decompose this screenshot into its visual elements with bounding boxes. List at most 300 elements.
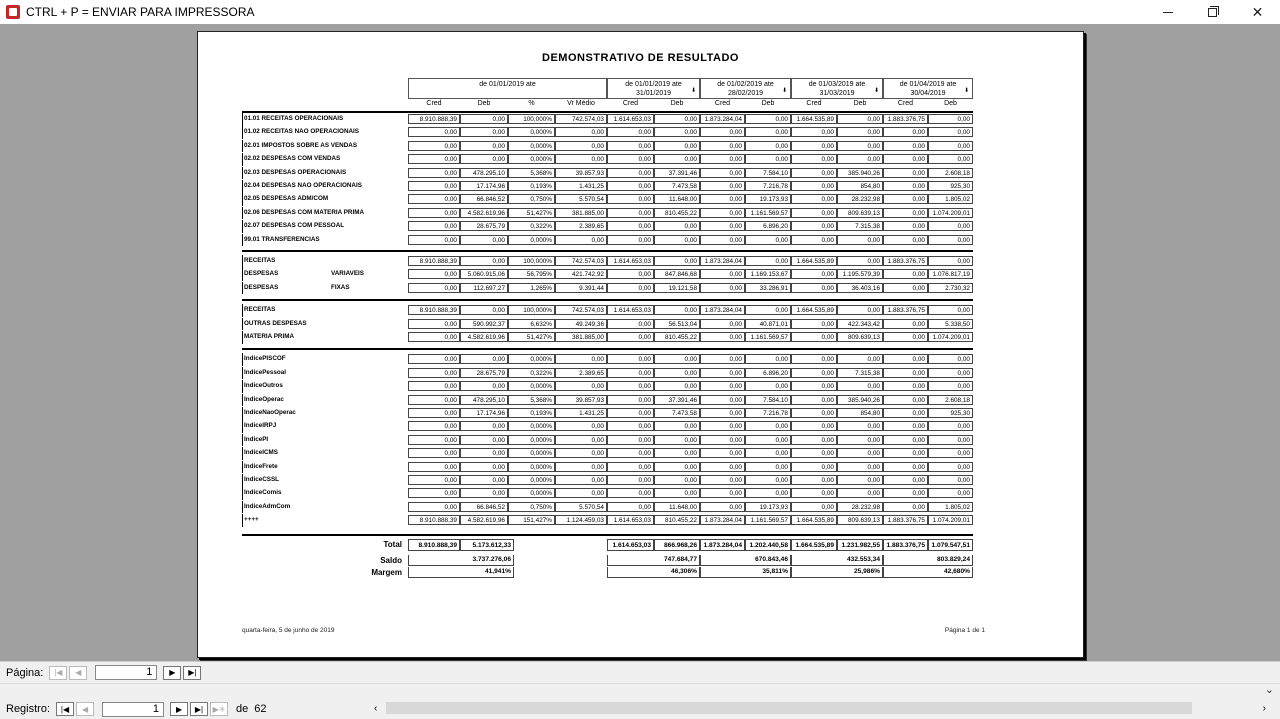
table-cell: 0,00: [928, 127, 973, 137]
table-cell: 0,00: [700, 381, 745, 391]
table-cell: 0,00: [791, 235, 837, 245]
row-label: DESPESAS VARIAVEIS: [242, 268, 407, 281]
table-cell: 0,00: [408, 421, 460, 431]
table-cell: 0,00: [700, 435, 745, 445]
table-cell: 0,00: [408, 235, 460, 245]
table-row: [242, 367, 973, 380]
prev-page-button[interactable]: ◀: [69, 666, 87, 680]
row-label: 02.04 DESPESAS NAO OPERACIONAIS: [242, 180, 407, 193]
table-cell: 0,00: [928, 221, 973, 231]
table-cell: 0,00: [555, 381, 607, 391]
section-divider: [242, 250, 973, 252]
table-cell: 0,00: [791, 354, 837, 364]
table-cell: 28.675,79: [460, 368, 508, 378]
last-record-button[interactable]: ▶|: [190, 702, 208, 716]
sort-arrow-icon[interactable]: ⬇: [873, 88, 879, 94]
table-cell: 0,00: [607, 141, 654, 151]
table-cell: 0,00: [555, 154, 607, 164]
table-cell: 112.697,27: [460, 283, 508, 293]
table-cell: 37.391,46: [654, 395, 700, 405]
table-cell: 0,00: [700, 488, 745, 498]
saldo-cell: 432.553,34: [791, 555, 883, 566]
table-cell: 0,00: [883, 475, 928, 485]
table-cell: 0,00: [837, 488, 883, 498]
table-cell: 0,750%: [508, 502, 555, 512]
table-cell: 0,00: [928, 421, 973, 431]
table-cell: 0,00: [555, 127, 607, 137]
table-row: [242, 234, 973, 247]
table-cell: 0,00: [837, 475, 883, 485]
table-cell: 0,00: [837, 421, 883, 431]
page-number-input[interactable]: 1: [95, 665, 157, 680]
table-row: [242, 420, 973, 433]
table-cell: 0,00: [883, 462, 928, 472]
table-cell: 6,632%: [508, 319, 555, 329]
table-cell: 0,00: [791, 475, 837, 485]
table-cell: 5.338,50: [928, 319, 973, 329]
table-cell: 1.873.284,04: [700, 114, 745, 124]
report-viewer[interactable]: [0, 24, 1280, 661]
table-cell: 19.173,93: [745, 502, 791, 512]
table-cell: 0,00: [408, 475, 460, 485]
table-cell: 0,00: [555, 475, 607, 485]
table-cell: 0,00: [928, 154, 973, 164]
table-cell: 1.431,25: [555, 181, 607, 191]
row-label: 02.02 DESPESAS COM VENDAS: [242, 153, 407, 166]
table-cell: 0,00: [607, 235, 654, 245]
table-cell: 0,193%: [508, 181, 555, 191]
table-cell: 11.648,00: [654, 194, 700, 204]
table-cell: 0,00: [654, 354, 700, 364]
table-cell: 2.389,65: [555, 368, 607, 378]
table-cell: 0,00: [555, 354, 607, 364]
table-row: [242, 153, 973, 166]
table-cell: 0,00: [654, 475, 700, 485]
scroll-left-icon[interactable]: ‹: [374, 703, 378, 714]
table-cell: 1.664.535,89: [791, 305, 837, 315]
table-cell: 1.873.284,04: [700, 256, 745, 266]
table-cell: 385.940,26: [837, 168, 883, 178]
table-row: [242, 255, 973, 268]
column-header: Vr Médio: [567, 100, 595, 107]
table-cell: 0,00: [928, 381, 973, 391]
row-label: RECEITAS: [242, 304, 407, 317]
table-cell: 0,00: [791, 488, 837, 498]
table-row: [242, 394, 973, 407]
table-cell: 0,00: [837, 435, 883, 445]
row-label: 02.03 DESPESAS OPERACIONAIS: [242, 167, 407, 180]
row-label: RECEITAS: [242, 255, 407, 268]
table-cell: 0,00: [883, 283, 928, 293]
table-cell: 742.574,03: [555, 114, 607, 124]
table-cell: 0,00: [700, 168, 745, 178]
row-label: 02.01 IMPOSTOS SOBRE AS VENDAS: [242, 140, 407, 153]
table-cell: 0,00: [460, 354, 508, 364]
sort-arrow-icon[interactable]: ⬇: [781, 88, 787, 94]
table-cell: 0,00: [555, 488, 607, 498]
table-row: [242, 318, 973, 331]
table-cell: 0,00: [654, 421, 700, 431]
table-cell: 0,00: [408, 395, 460, 405]
saldo-cell: 747.684,77: [607, 555, 700, 566]
table-cell: 0,00: [607, 221, 654, 231]
table-cell: 810.455,22: [654, 515, 700, 525]
table-row: [242, 331, 973, 344]
table-cell: 100,000%: [508, 256, 555, 266]
table-cell: 0,00: [883, 141, 928, 151]
scrollbar-thumb[interactable]: [386, 702, 1192, 714]
table-cell: 0,00: [791, 181, 837, 191]
table-cell: 0,00: [791, 408, 837, 418]
table-cell: 0,00: [460, 256, 508, 266]
period-header: [607, 78, 700, 99]
table-cell: 0,00: [791, 168, 837, 178]
table-cell: 33.286,91: [745, 283, 791, 293]
period-end: 31/01/2019: [635, 90, 672, 97]
table-cell: 39.857,93: [555, 395, 607, 405]
table-row: [242, 140, 973, 153]
table-cell: 0,00: [700, 283, 745, 293]
table-cell: 0,00: [837, 305, 883, 315]
row-label: 99.01 TRANSFERENCIAS: [242, 234, 407, 247]
table-row: [242, 447, 973, 460]
table-row: [242, 514, 973, 527]
table-cell: 0,00: [745, 448, 791, 458]
row-label: IndiceOutros: [242, 380, 407, 393]
new-record-button[interactable]: ▶✳: [210, 702, 228, 716]
column-header: Cred: [426, 100, 442, 107]
sort-arrow-icon[interactable]: ⬇: [690, 88, 696, 94]
table-cell: 0,00: [745, 127, 791, 137]
first-record-button[interactable]: |◀: [56, 702, 74, 716]
table-cell: 19.121,58: [654, 283, 700, 293]
scroll-right-icon[interactable]: ›: [1262, 703, 1266, 714]
table-cell: 0,00: [408, 448, 460, 458]
table-cell: 0,00: [791, 448, 837, 458]
table-cell: 0,00: [791, 368, 837, 378]
table-cell: 0,00: [883, 181, 928, 191]
table-cell: 0,00: [837, 127, 883, 137]
table-cell: 0,000%: [508, 421, 555, 431]
table-cell: 0,00: [654, 305, 700, 315]
window-titlebar: [0, 0, 1280, 24]
table-cell: 6.896,20: [745, 221, 791, 231]
record-label: Registro:: [6, 703, 51, 715]
table-cell: 0,00: [745, 114, 791, 124]
table-cell: 1.883.376,75: [883, 256, 928, 266]
table-cell: 5,368%: [508, 395, 555, 405]
table-cell: 0,00: [700, 502, 745, 512]
table-cell: 8.910.888,39: [408, 515, 460, 525]
table-cell: 809.639,13: [837, 515, 883, 525]
table-cell: 2.730,32: [928, 283, 973, 293]
prev-record-button[interactable]: ◀: [76, 702, 94, 716]
next-record-button[interactable]: ▶: [170, 702, 188, 716]
table-cell: 0,00: [928, 368, 973, 378]
table-cell: 0,00: [408, 354, 460, 364]
table-cell: 0,00: [745, 435, 791, 445]
table-cell: 0,00: [791, 269, 837, 279]
table-cell: 0,00: [408, 319, 460, 329]
table-cell: 7.584,10: [745, 168, 791, 178]
table-cell: 0,00: [460, 381, 508, 391]
table-cell: 17.174,96: [460, 181, 508, 191]
table-cell: 0,00: [607, 208, 654, 218]
table-cell: 0,00: [837, 381, 883, 391]
table-cell: 0,000%: [508, 235, 555, 245]
table-cell: 4.582.619,96: [460, 515, 508, 525]
table-cell: 0,00: [607, 168, 654, 178]
table-cell: 0,193%: [508, 408, 555, 418]
table-cell: 0,00: [928, 141, 973, 151]
table-row: [242, 282, 973, 295]
table-cell: 0,00: [460, 421, 508, 431]
app-pdf-icon: [6, 5, 20, 19]
table-cell: 0,000%: [508, 354, 555, 364]
table-cell: 0,00: [607, 332, 654, 342]
window-controls: [1145, 0, 1280, 24]
table-cell: 0,00: [408, 141, 460, 151]
table-cell: 0,00: [460, 114, 508, 124]
table-cell: 0,00: [607, 462, 654, 472]
report-title: DEMONSTRATIVO DE RESULTADO: [542, 52, 739, 64]
table-cell: 0,00: [883, 435, 928, 445]
table-cell: 0,00: [883, 502, 928, 512]
table-cell: 0,00: [791, 462, 837, 472]
table-cell: 0,00: [837, 354, 883, 364]
table-cell: 0,00: [791, 421, 837, 431]
table-cell: 0,00: [928, 475, 973, 485]
table-cell: 7.315,38: [837, 368, 883, 378]
table-cell: 0,00: [700, 354, 745, 364]
table-cell: 0,00: [791, 221, 837, 231]
table-cell: 28.232,98: [837, 502, 883, 512]
next-page-button[interactable]: ▶: [163, 666, 181, 680]
table-cell: 0,00: [745, 462, 791, 472]
sort-arrow-icon[interactable]: ⬇: [963, 88, 969, 94]
row-sublabel: VARIAVEIS: [331, 270, 365, 278]
table-cell: 0,00: [837, 114, 883, 124]
table-cell: 151,427%: [508, 515, 555, 525]
column-header: Deb: [853, 100, 867, 107]
table-cell: 1.664.535,89: [791, 114, 837, 124]
table-cell: 0,00: [837, 256, 883, 266]
table-cell: 0,00: [745, 475, 791, 485]
last-page-button[interactable]: ▶|: [183, 666, 201, 680]
table-cell: 1.883.376,75: [883, 515, 928, 525]
table-cell: 0,00: [700, 448, 745, 458]
status-area: [0, 683, 1280, 699]
total-cell: 866.968,26: [654, 539, 700, 551]
table-row: [242, 193, 973, 206]
table-cell: 0,00: [883, 395, 928, 405]
table-cell: 0,00: [928, 235, 973, 245]
table-cell: 809.639,13: [837, 332, 883, 342]
table-cell: 0,00: [607, 421, 654, 431]
table-cell: 1.161.569,57: [745, 515, 791, 525]
table-cell: 810.455,22: [654, 208, 700, 218]
margem-cell: 42,680%: [883, 567, 973, 578]
table-cell: 0,00: [607, 368, 654, 378]
row-label: IndicePessoal: [242, 367, 407, 380]
horizontal-scrollbar[interactable]: [370, 701, 1270, 716]
total-cell: 5.173.612,33: [460, 539, 514, 551]
restore-button[interactable]: [1190, 0, 1235, 24]
table-cell: 0,750%: [508, 194, 555, 204]
table-row: [242, 268, 973, 281]
table-cell: 0,00: [928, 114, 973, 124]
table-cell: 0,00: [928, 354, 973, 364]
period-end: 30/04/2019: [910, 90, 946, 97]
table-cell: 0,00: [654, 114, 700, 124]
table-cell: 0,00: [883, 408, 928, 418]
table-cell: 8.910.888,39: [408, 305, 460, 315]
table-cell: 0,00: [607, 283, 654, 293]
table-cell: 0,00: [408, 381, 460, 391]
table-cell: 0,00: [883, 194, 928, 204]
table-cell: 0,00: [928, 488, 973, 498]
table-cell: 422.343,42: [837, 319, 883, 329]
table-cell: 0,00: [607, 354, 654, 364]
table-cell: 51,427%: [508, 208, 555, 218]
table-cell: 0,00: [791, 502, 837, 512]
table-cell: 0,00: [408, 154, 460, 164]
margem-cell: 35,811%: [700, 567, 791, 578]
period-header: [791, 78, 883, 99]
table-cell: 0,00: [460, 141, 508, 151]
margem-label: Margem: [371, 567, 402, 577]
table-cell: 0,00: [700, 194, 745, 204]
row-label: IndiceComis: [242, 487, 407, 500]
row-label: 02.07 DESPESAS COM PESSOAL: [242, 220, 407, 233]
table-row: [242, 434, 973, 447]
table-cell: 9.391,44: [555, 283, 607, 293]
table-cell: 0,322%: [508, 221, 555, 231]
table-row: [242, 380, 973, 393]
column-header: Cred: [897, 100, 914, 107]
record-number-input[interactable]: 1: [102, 702, 164, 717]
table-cell: 0,00: [607, 319, 654, 329]
table-cell: 421.742,92: [555, 269, 607, 279]
row-sublabel: FIXAS: [331, 283, 350, 291]
table-cell: 0,00: [883, 421, 928, 431]
table-cell: 0,00: [700, 395, 745, 405]
table-cell: 2.608,18: [928, 168, 973, 178]
table-cell: 925,30: [928, 408, 973, 418]
table-row: [242, 407, 973, 420]
row-label: MATERIA PRIMA: [242, 331, 407, 344]
table-cell: 0,00: [460, 127, 508, 137]
table-cell: 381.885,00: [555, 208, 607, 218]
table-row: [242, 180, 973, 193]
period-end: 28/02/2019: [727, 90, 764, 97]
table-cell: 1.614.653,03: [607, 256, 654, 266]
table-cell: 0,00: [791, 154, 837, 164]
table-cell: 0,00: [460, 154, 508, 164]
table-cell: 0,00: [654, 154, 700, 164]
table-cell: 1.805,02: [928, 502, 973, 512]
table-cell: 0,00: [883, 332, 928, 342]
period-header: [883, 78, 973, 99]
minimize-button[interactable]: [1145, 0, 1190, 24]
row-label: IndiceIRPJ: [242, 420, 407, 433]
column-header: Cred: [806, 100, 822, 107]
table-cell: 0,00: [745, 154, 791, 164]
period-end: 31/03/2019: [819, 90, 855, 97]
minimize-icon: [1163, 12, 1173, 13]
table-row: [242, 474, 973, 487]
table-cell: 0,00: [700, 154, 745, 164]
table-cell: 381.885,00: [555, 332, 607, 342]
table-cell: 925,30: [928, 181, 973, 191]
table-cell: 0,00: [791, 395, 837, 405]
column-header: Cred: [622, 100, 639, 107]
row-label: IndicePI: [242, 434, 407, 447]
table-cell: 7.216,78: [745, 408, 791, 418]
table-cell: 5,368%: [508, 168, 555, 178]
column-header: Cred: [714, 100, 731, 107]
close-button[interactable]: [1235, 0, 1280, 24]
table-cell: 0,00: [654, 368, 700, 378]
table-cell: 0,000%: [508, 141, 555, 151]
table-cell: 7.315,38: [837, 221, 883, 231]
table-cell: 0,00: [883, 127, 928, 137]
total-cell: 8.910.888,39: [408, 539, 460, 551]
first-page-button[interactable]: |◀: [49, 666, 67, 680]
table-cell: 0,000%: [508, 381, 555, 391]
table-cell: 1.161.569,57: [745, 332, 791, 342]
margem-cell: 41,941%: [408, 567, 514, 578]
table-cell: 56.513,04: [654, 319, 700, 329]
chevron-down-icon[interactable]: ⌄: [1264, 684, 1274, 696]
restore-icon: [1208, 8, 1217, 17]
table-cell: 0,00: [837, 141, 883, 151]
table-cell: 0,00: [460, 488, 508, 498]
row-label: IndiceAdmCom: [242, 501, 407, 514]
table-cell: 0,00: [408, 194, 460, 204]
table-cell: 0,00: [607, 408, 654, 418]
table-row: [242, 353, 973, 366]
table-cell: 0,00: [607, 269, 654, 279]
table-cell: 0,00: [791, 381, 837, 391]
period-start: de 01/01/2019 ate: [625, 81, 682, 88]
row-label: IndiceFrete: [242, 461, 407, 474]
table-cell: 4.582.619,96: [460, 208, 508, 218]
table-cell: 0,00: [555, 421, 607, 431]
table-cell: 1.161.569,57: [745, 208, 791, 218]
table-cell: 0,00: [607, 181, 654, 191]
table-row: [242, 207, 973, 220]
table-cell: 40.871,01: [745, 319, 791, 329]
table-cell: 0,00: [883, 354, 928, 364]
period-start: de 01/02/2019 ate: [717, 81, 774, 88]
section-divider: [242, 348, 973, 350]
table-row: [242, 501, 973, 514]
table-cell: 51,427%: [508, 332, 555, 342]
table-cell: 0,00: [700, 235, 745, 245]
table-cell: 854,80: [837, 181, 883, 191]
table-cell: 1.805,02: [928, 194, 973, 204]
column-header: Deb: [761, 100, 775, 107]
row-label: 01.01 RECEITAS OPERACIONAIS: [242, 113, 407, 126]
table-cell: 0,00: [700, 208, 745, 218]
column-header: Deb: [944, 100, 957, 107]
table-cell: 1.664.535,89: [791, 515, 837, 525]
table-cell: 0,00: [883, 319, 928, 329]
table-cell: 100,000%: [508, 114, 555, 124]
table-cell: 0,00: [555, 235, 607, 245]
table-cell: 100,000%: [508, 305, 555, 315]
